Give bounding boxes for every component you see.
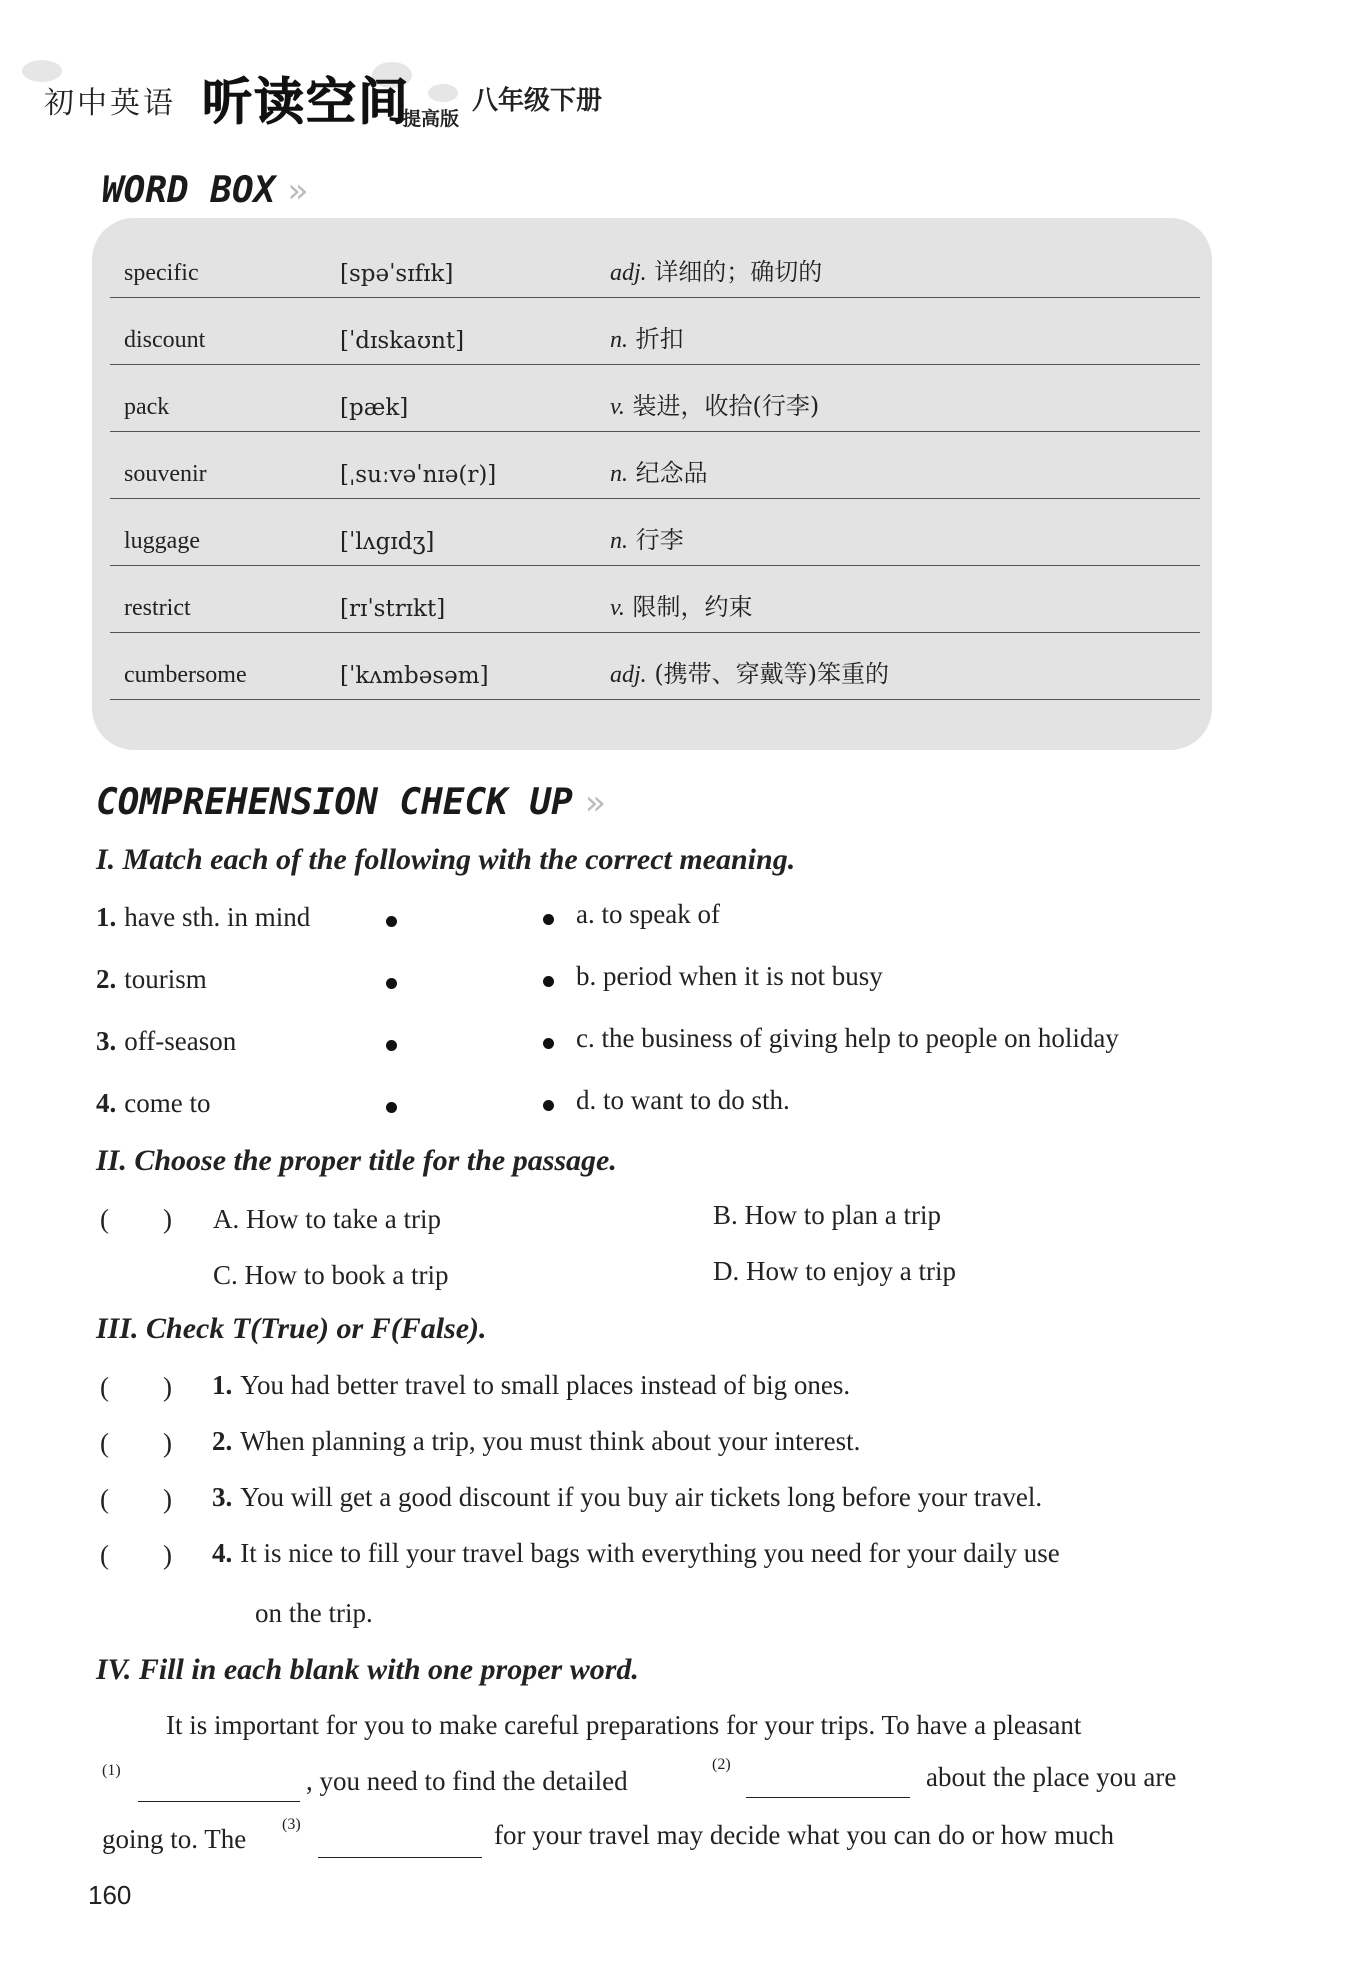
tf-item: 2. When planning a trip, you must think about your interest. — [212, 1426, 861, 1456]
word-term: pack — [124, 394, 170, 420]
word-term: luggage — [124, 528, 200, 554]
passage-line: about the place you are — [926, 1762, 1177, 1792]
word-term: souvenir — [124, 461, 207, 487]
passage-line: for your travel may decide what you can do or how much — [494, 1820, 1115, 1850]
fill-blank[interactable] — [746, 1796, 910, 1798]
answer-paren[interactable]: ( ) — [100, 1204, 172, 1234]
match-right-dot[interactable] — [543, 914, 554, 925]
part4-title: IV. Fill in each blank with one proper word. — [96, 1653, 639, 1686]
fill-blank[interactable] — [138, 1800, 300, 1802]
passage-line: going to. The — [102, 1824, 247, 1854]
word-term: restrict — [124, 595, 191, 621]
match-right-dot[interactable] — [543, 1100, 554, 1111]
match-left-dot[interactable] — [386, 1040, 397, 1051]
choice-option-d: D. How to enjoy a trip — [713, 1256, 956, 1286]
word-phonetic: [ˈkʌmbəsəm] — [340, 663, 489, 689]
match-right-item: b. period when it is not busy — [576, 961, 883, 991]
word-box-heading: WORD BOX » — [102, 170, 308, 211]
match-right-item: a. to speak of — [576, 899, 720, 929]
tf-item: 4. It is nice to fill your travel bags with everything you need for your daily use — [212, 1538, 1060, 1568]
match-left-dot[interactable] — [386, 1102, 397, 1113]
match-left-item: 3. off-season — [96, 1026, 237, 1056]
word-row — [110, 632, 1200, 700]
part3-title: III. Check T(True) or F(False). — [96, 1312, 487, 1345]
word-meaning: v. 装进，收拾(行李) — [610, 392, 820, 420]
word-meaning: adj. (携带、穿戴等)笨重的 — [610, 660, 890, 688]
choice-option-b: B. How to plan a trip — [713, 1200, 941, 1230]
word-phonetic: [spəˈsɪfɪk] — [340, 261, 454, 287]
word-row — [110, 431, 1200, 499]
word-term: cumbersome — [124, 662, 247, 688]
word-phonetic: [pæk] — [340, 395, 409, 421]
match-right-item: c. the business of giving help to people on holiday — [576, 1023, 1119, 1053]
word-phonetic: [ˌsuːvəˈnɪə(r)] — [340, 462, 497, 488]
book-series-label: 初中英语 — [44, 86, 176, 121]
passage-line: , you need to find the detailed — [306, 1766, 628, 1796]
blank-number: (1) — [102, 1762, 121, 1779]
answer-paren[interactable]: ( ) — [100, 1484, 172, 1514]
word-row — [110, 297, 1200, 365]
word-meaning: n. 折扣 — [610, 325, 684, 353]
part1-title: I. Match each of the following with the correct meaning. — [96, 843, 796, 876]
answer-paren[interactable]: ( ) — [100, 1372, 172, 1402]
word-meaning: n. 纪念品 — [610, 459, 708, 487]
book-edition-label: 提高版 — [402, 108, 460, 130]
part2-title: II. Choose the proper title for the passage. — [96, 1144, 617, 1177]
tf-item-continuation: on the trip. — [255, 1598, 373, 1628]
answer-paren[interactable]: ( ) — [100, 1428, 172, 1458]
choice-option-a: A. How to take a trip — [213, 1204, 441, 1234]
word-row — [110, 498, 1200, 566]
heading-arrow-icon: » — [287, 171, 308, 211]
choice-option-c: C. How to book a trip — [213, 1260, 449, 1290]
match-left-item: 4. come to — [96, 1088, 211, 1118]
fill-blank[interactable] — [318, 1856, 482, 1858]
tf-item: 1. You had better travel to small places instead of big ones. — [212, 1370, 851, 1400]
word-phonetic: [ˈdɪskaʊnt] — [340, 328, 465, 354]
word-meaning: adj. 详细的；确切的 — [610, 258, 823, 286]
book-brand-title: 听读空间 — [202, 73, 410, 131]
blank-number: (2) — [712, 1756, 731, 1773]
word-meaning: v. 限制，约束 — [610, 593, 753, 621]
match-left-item: 1. have sth. in mind — [96, 902, 311, 932]
book-grade-label: 八年级下册 — [472, 86, 603, 116]
word-term: specific — [124, 260, 199, 286]
word-term: discount — [124, 327, 206, 353]
page-number: 160 — [88, 1880, 132, 1910]
tf-item: 3. You will get a good discount if you buy air tickets long before your travel. — [212, 1482, 1043, 1512]
header-cloud-decoration — [428, 84, 458, 102]
match-left-dot[interactable] — [386, 978, 397, 989]
answer-paren[interactable]: ( ) — [100, 1540, 172, 1570]
heading-arrow-icon: » — [584, 783, 606, 823]
word-phonetic: [ˈlʌgɪdʒ] — [340, 529, 435, 555]
match-left-item: 2. tourism — [96, 964, 207, 994]
match-left-dot[interactable] — [386, 916, 397, 927]
match-right-item: d. to want to do sth. — [576, 1085, 790, 1115]
match-right-dot[interactable] — [543, 1038, 554, 1049]
blank-number: (3) — [282, 1816, 301, 1833]
comprehension-heading: COMPREHENSION CHECK UP » — [96, 782, 606, 823]
match-right-dot[interactable] — [543, 976, 554, 987]
word-row — [110, 565, 1200, 633]
word-box-panel — [92, 218, 1212, 750]
word-row — [110, 364, 1200, 432]
word-meaning: n. 行李 — [610, 526, 684, 554]
passage-line: It is important for you to make careful preparations for your trips. To have a pleasant — [166, 1710, 1082, 1740]
word-row — [110, 230, 1200, 298]
word-phonetic: [rɪˈstrɪkt] — [340, 596, 446, 622]
